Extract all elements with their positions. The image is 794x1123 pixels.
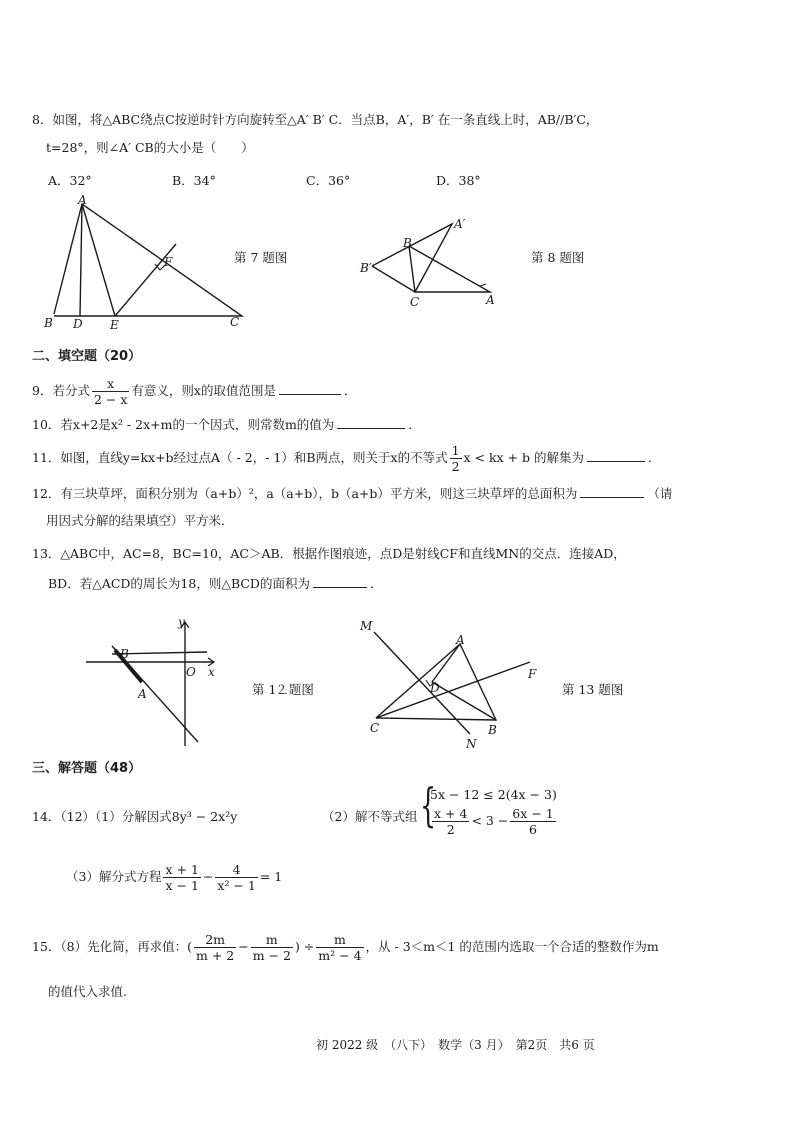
q15-minus: − [238,939,249,954]
q12-answer-blank[interactable] [580,485,644,498]
fig8-caption: 第 8 题图 [531,250,585,265]
q14-eq-frac1-num: x + 1 [165,862,199,877]
q15-frac3-den: m² − 4 [318,948,362,963]
fig8-angle-mark [480,284,486,286]
q14-system-line2 [430,806,558,837]
q11 [32,443,661,474]
section-2-title: 二、填空题（20） [32,349,142,364]
fig11-label-x: x [208,665,215,679]
fig8-label-a-prime: A′ [454,217,466,231]
q14-sys-frac1 [432,806,469,837]
q12-line2: 用因式分解的结果填空）平方米． [46,513,234,528]
page-footer: 初 2022 级 （八下） 数学（3 月） 第2页 共6 页 [316,1038,595,1052]
q14-sys-frac2-num: 6x − 1 [512,806,554,821]
q14-eq-minus: − [202,869,214,884]
q14-part3 [66,862,282,893]
q9-fraction [92,376,129,407]
q12-line1-text: 12．有三块草坪，面积分别为（a+b）²，a（a+b），b（a+b）平方米，则这三块草坪的总面积为 [32,486,578,501]
q13-end: ． [369,576,383,591]
q8-option-d: D．38° [436,173,481,188]
q9-pre: 9．若分式 [32,383,90,398]
q15-line2: 的值代入求值. [48,984,127,999]
q9 [32,376,356,407]
q12-line1 [32,485,672,502]
q14-part1: 14．（12）（1）分解因式8y³ − 2x²y [32,809,238,824]
q11-end: ． [648,450,661,465]
q9-post: 有意义，则x的取值范围是 [131,383,276,398]
q15-post: ，从 - 3＜m＜1 的范围内选取一个合适的整数作为m [365,939,659,954]
q13-line1: 13．△ABC中，AC=8，BC=10，AC＞AB．根据作图痕迹，点D是射线CF和直线MN的交点．连接AD， [32,546,626,561]
q9-numerator: x [107,376,115,391]
fig11-label-o: O [186,665,196,679]
fig7-label-d: D [73,317,83,331]
fig7-label-b: B [44,316,53,330]
q14-sys-frac2-den: 6 [510,821,555,837]
fig8-label-c: C [410,295,420,309]
fig8-label-a: A [486,293,495,307]
fig13-segment-ad [432,644,460,682]
q8-option-b: B．34° [172,173,216,188]
q10-text: 10．若x+2是x² - 2x+m的一个因式，则常数m的值为 [32,417,335,432]
fig13-label-a: A [456,633,465,647]
fig11-label-a: A [138,687,147,701]
fig13-label-n: N [466,737,477,751]
q9-denominator: 2 − x [93,392,128,407]
q14-eq-end: = 1 [259,869,283,884]
fig13-label-b: B [488,723,497,737]
q15-frac1-den: m + 2 [196,948,235,963]
q13-line2-text: BD．若△ACD的周长为18，则△BCD的面积为 [48,576,310,591]
q14-part2-label: （2）解不等式组 [322,809,418,824]
q8-line2: t=28°，则∠A′ CB的大小是（ ） [46,140,254,155]
fig7-segment-ae [82,204,115,316]
q11-pre: 11．如图，直线y=kx+b经过点A（ - 2，- 1）和B两点，则关于x的不等式 [32,450,448,465]
q14-sys-frac2 [510,806,555,837]
q15-frac2-num: m [265,932,278,947]
q8-option-c: C．36° [306,173,351,188]
fig8-triangle-a1b1c [372,224,452,292]
fig7-label-f: F [164,255,173,269]
figure-7 [40,192,250,332]
fig7-altitude-ad [80,204,82,316]
q11-post: x < kx + b 的解集为 [463,450,585,465]
fig11-caption: 第 1⒉题图 [252,682,314,697]
fig11-label-y: y [178,618,185,629]
q15-frac2 [251,932,293,963]
q14-eq-frac2 [215,862,257,893]
q11-answer-blank[interactable] [587,449,645,462]
fig8-label-b: B [403,236,412,250]
q11-numerator: 1 [451,443,460,458]
q13-answer-blank[interactable] [313,575,367,588]
q14-system-brace: { [420,778,437,832]
section-3-title: 三、解答题（48） [32,761,142,776]
fig11-label-b: B [120,647,129,661]
q8-line1: 8．如图，将△ABC绕点C按逆时针方向旋转至△A′ B′ C．当点B，A′，B′ 在一条直线上时，AB//B′C， [32,112,599,127]
q15-frac2-den: m − 2 [252,948,291,963]
q14-sys-mid: < 3 − [471,813,509,828]
q9-end: ． [343,383,357,398]
q14-eq-frac1-den: x − 1 [165,878,199,893]
q15-frac3 [316,932,363,963]
fig13-label-c: C [370,721,380,735]
fig7-label-c: C [230,315,240,329]
q15-frac1 [194,932,236,963]
q15-line1 [32,932,659,963]
q14-part3-label: （3）解分式方程 [66,869,162,884]
fig7-label-e: E [110,318,119,332]
fig7-caption: 第 7 题图 [234,250,288,265]
q15-frac3-num: m [333,932,346,947]
q10 [32,416,421,433]
q14-eq-frac2-den: x² − 1 [217,878,256,893]
q14-system-line1: 5x − 12 ≤ 2(4x − 3) [430,787,557,802]
q12-line1-tail: （请 [647,486,673,501]
q8-option-a: A．32° [48,173,92,188]
q14-eq-frac1 [163,862,200,893]
q14-eq-frac2-num: 4 [232,862,241,877]
fig13-ray-cf [376,662,530,718]
figure-8 [358,214,508,314]
fig13-label-m: M [360,619,373,633]
q11-fraction [450,443,462,474]
q14-sys-frac1-num: x + 4 [434,806,468,821]
q15-divide: ) ÷ [294,939,315,954]
fig13-caption: 第 13 题图 [562,682,624,697]
fig8-triangle-abc [409,246,490,292]
q10-end: ． [408,417,421,432]
fig8-label-b-prime: B′ [360,261,372,275]
q10-answer-blank[interactable] [337,416,405,429]
figure-13 [352,616,552,752]
q15-pre: 15．（8）先化简，再求值：( [32,939,192,954]
fig13-label-d: D [430,681,440,695]
q14-sys-frac1-den: 2 [432,821,469,837]
fig13-label-f: F [528,667,537,681]
q11-denominator: 2 [451,459,460,474]
q13-line2 [48,575,382,592]
fig7-label-a: A [78,193,87,207]
q9-answer-blank[interactable] [279,382,341,395]
q15-frac1-num: 2m [205,932,226,947]
figure-11 [82,618,232,752]
